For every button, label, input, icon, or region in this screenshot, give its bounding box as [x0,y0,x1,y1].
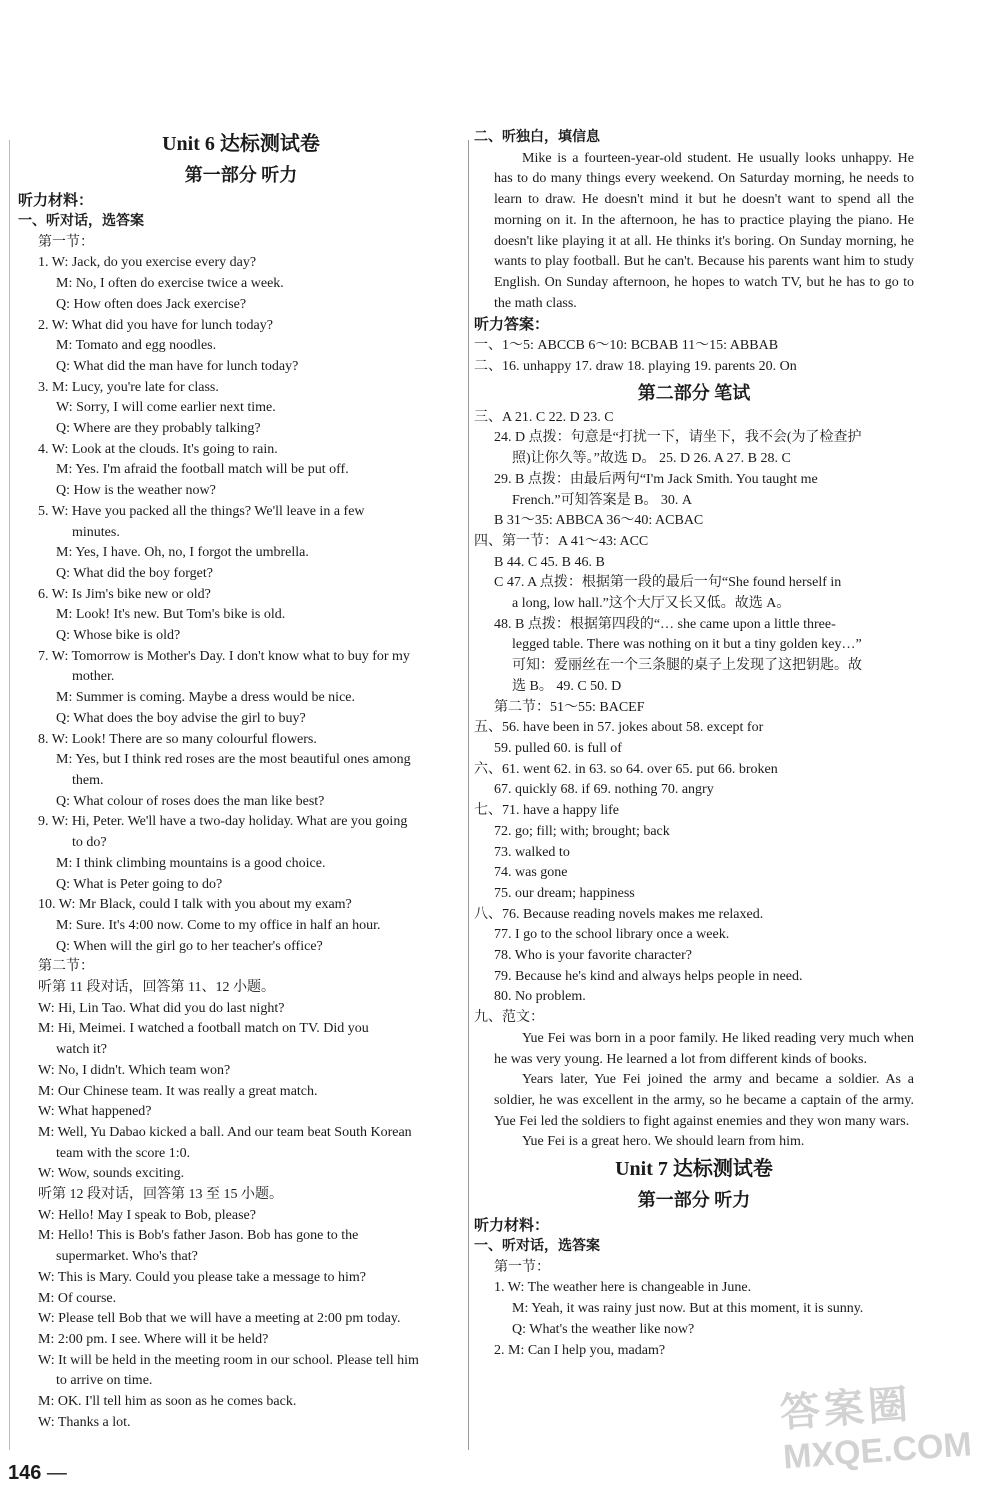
right-line: legged table. There was nothing on it but a tiny golden key…” [512,637,862,653]
left-line: to arrive on time. [56,1373,153,1389]
left-line: M: Hi, Meimei. I watched a football match on TV. Did you [38,1021,369,1037]
left-line: Unit 6 达标测试卷 [162,133,320,155]
right-line: 78. Who is your favorite character? [494,948,692,964]
left-line: W: What happened? [38,1104,152,1120]
left-line: Q: What does the boy advise the girl to buy? [56,710,306,726]
left-line: 7. W: Tomorrow is Mother's Day. I don't know what to buy for my [38,648,410,664]
right-line: 48. B 点拨：根据第四段的“… she came upon a little three- [494,616,836,632]
right-line: French.”可知答案是 B。 30. A [512,492,693,508]
right-line: 24. D 点拨：句意是“打扰一下，请坐下，我不会(为了检查护 [494,430,862,446]
left-line: 第一节： [38,234,94,250]
watermark-url: MXQE.COM [781,1425,974,1477]
left-line: 8. W: Look! There are so many colourful flowers. [38,731,317,747]
right-line: 72. go; fill; with; brought; back [494,823,670,839]
left-line: them. [72,772,104,788]
left-line: Q: What did the man have for lunch today? [56,358,299,374]
right-line: 九、范文： [474,1010,544,1026]
left-line: 第二节： [38,959,94,975]
page-number: 146 — [8,1462,67,1485]
right-line: 六、61. went 62. in 63. so 64. over 65. put 66. broken [474,761,778,777]
left-line: W: Sorry, I will come earlier next time. [56,400,276,416]
left-line: M: OK. I'll tell him as soon as he comes back. [38,1394,297,1410]
right-line: 四、第一节：A 41～43: ACC [474,533,649,549]
right-line: Q: What's the weather like now? [512,1321,695,1337]
right-line: 59. pulled 60. is full of [494,740,622,756]
right-column [474,128,914,1361]
left-line: M: Tomato and egg noodles. [56,338,217,354]
left-line: 第一部分 听力 [184,165,298,185]
left-line: 10. W: Mr Black, could I talk with you about my exam? [38,897,352,913]
right-line: 第一部分 听力 [637,1190,751,1211]
left-line: M: Of course. [38,1290,117,1306]
left-line: M: Yes, but I think red roses are the most beautiful ones among [56,752,411,768]
left-line: M: No, I often do exercise twice a week. [56,276,284,292]
right-line: 74. was gone [494,865,568,881]
left-line: 9. W: Hi, Peter. We'll have a two-day holiday. What are you going [38,814,408,830]
right-line: 第二部分 笔试 [637,382,751,403]
right-line: B 44. C 45. B 46. B [494,554,605,570]
left-line: 一、听对话，选答案 [18,214,144,229]
left-line: W: No, I didn't. Which team won? [38,1062,231,1078]
right-line: 75. our dream; happiness [494,885,635,901]
right-line: 77. I go to the school library once a week. [494,927,730,943]
left-line: to do? [72,835,107,851]
left-line: W: Wow, sounds exciting. [38,1166,185,1182]
left-line: 听第 11 段对话，回答第 11、12 小题。 [38,980,275,996]
left-line: M: Well, Yu Dabao kicked a ball. And our team beat South Korean [38,1124,412,1140]
column-divider [468,140,469,1450]
right-line: 79. Because he's kind and always helps people in need. [494,968,803,984]
right-line: Mike is a fourteen-year-old student. He usually looks unhappy. He has to do many things every weekend. On Saturday morning, he needs to learn to draw. He doesn't mind it but he doesn't want to spend all the morning on it. In the afternoon, he has to practice playing the piano. He doesn't like playing it at all. He thinks it's boring. On Sunday morning, he wants to play football. But he can't. Because his parents want him to study English. On Sunday afternoon, he hopes to watch TV, but he has to go to the math class. [494,150,914,311]
right-line: 照)让你久等。”故选 D。 25. D 26. A 27. B 28. C [512,451,791,467]
left-line: W: This is Mary. Could you please take a message to him? [38,1269,367,1285]
left-line: W: Please tell Bob that we will have a meeting at 2:00 pm today. [38,1311,401,1327]
right-line: 七、71. have a happy life [474,803,620,819]
left-line: Q: How often does Jack exercise? [56,296,247,312]
left-line: M: Yes, I have. Oh, no, I forgot the umbrella. [56,545,309,561]
right-line: 八、76. Because reading novels makes me relaxed. [474,906,764,922]
left-line: supermarket. Who's that? [56,1249,198,1265]
left-line: 4. W: Look at the clouds. It's going to rain. [38,441,278,457]
left-line: M: Hello! This is Bob's father Jason. Bob has gone to the [38,1228,359,1244]
left-line: Q: What colour of roses does the man like best? [56,793,325,809]
left-line: 5. W: Have you packed all the things? We'll leave in a few [38,503,365,519]
left-line: M: Look! It's new. But Tom's bike is old. [56,607,286,623]
right-line: Years later, Yue Fei joined the army and became a soldier. As a soldier, he was excellent in the army, so he became a captain of the army. Yue Fei led the soldiers to fight against enemies and they won many wars. [494,1072,914,1129]
right-line: 选 B。 49. C 50. D [512,678,622,694]
right-line: Yue Fei was born in a poor family. He liked reading very much when he was very young. He learned a lot from different kinds of books. [494,1030,914,1067]
left-line: M: Yes. I'm afraid the football match will be put off. [56,462,349,478]
right-line: 可知：爱丽丝在一个三条腿的桌子上发现了这把钥匙。故 [512,658,862,674]
left-line: watch it? [56,1042,107,1058]
left-line: M: Our Chinese team. It was really a great match. [38,1083,318,1099]
left-line: W: It will be held in the meeting room in our school. Please tell him [38,1352,419,1368]
left-line: Q: How is the weather now? [56,483,216,499]
left-line: 2. W: What did you have for lunch today? [38,317,273,333]
right-line: Unit 7 达标测试卷 [615,1158,773,1181]
right-line: a long, low hall.”这个大厅又长又低。故选 A。 [512,596,791,612]
right-line: 73. walked to [494,844,570,860]
watermark-text: 答案圈 [778,1382,914,1436]
left-line: team with the score 1:0. [56,1145,191,1161]
left-line: mother. [72,669,115,685]
right-line: 听力材料： [474,1218,550,1235]
right-line: 1. W: The weather here is changeable in June. [494,1280,752,1296]
right-line: M: Yeah, it was rainy just now. But at this moment, it is sunny. [512,1301,864,1317]
right-line: 二、听独白，填信息 [474,130,600,145]
right-line: 67. quickly 68. if 69. nothing 70. angry [494,782,714,798]
left-line: 3. M: Lucy, you're late for class. [38,379,219,395]
right-line: 2. M: Can I help you, madam? [494,1342,666,1358]
right-line: B 31～35: ABBCA 36～40: ACBAC [494,513,704,529]
right-line: 一、听对话，选答案 [474,1239,600,1255]
left-line: M: 2:00 pm. I see. Where will it be held? [38,1331,269,1347]
left-line: M: Summer is coming. Maybe a dress would be nice. [56,690,356,706]
left-line: 听第 12 段对话，回答第 13 至 15 小题。 [38,1187,283,1203]
left-line: Q: What is Peter going to do? [56,876,223,892]
left-line: Q: What did the boy forget? [56,565,213,581]
watermark-logo [778,1369,973,1478]
right-line: 80. No problem. [494,989,586,1005]
right-line: 一、1～5: ABCCB 6～10: BCBAB 11～15: ABBAB [474,338,779,354]
left-line: Q: Whose bike is old? [56,628,181,644]
left-line: W: Hi, Lin Tao. What did you do last night? [38,1000,285,1016]
left-line: 6. W: Is Jim's bike new or old? [38,586,211,602]
right-line: 29. B 点拨：由最后两句“I'm Jack Smith. You taught me [494,471,818,487]
left-line: W: Thanks a lot. [38,1414,131,1430]
right-line: 第一节： [494,1259,550,1275]
left-line: M: Sure. It's 4:00 now. Come to my office in half an hour. [56,917,381,933]
right-line: 二、16. unhappy 17. draw 18. playing 19. parents 20. On [474,359,797,375]
right-line: 五、56. have been in 57. jokes about 58. except for [474,720,764,736]
left-line: 1. W: Jack, do you exercise every day? [38,255,257,271]
left-line: Q: Where are they probably talking? [56,421,261,437]
right-line: 三、A 21. C 22. D 23. C [474,409,614,425]
right-line: 第二节：51～55: BACEF [494,699,645,715]
right-line: C 47. A 点拨：根据第一段的最后一句“She found herself in [494,575,842,591]
right-line: 听力答案： [474,317,550,334]
left-line: W: Hello! May I speak to Bob, please? [38,1207,256,1223]
left-line: 听力材料： [18,193,94,209]
left-line: Q: When will the girl go to her teacher's office? [56,938,323,954]
page-edge-line [9,140,10,1450]
left-line: M: I think climbing mountains is a good choice. [56,855,326,871]
left-line: minutes. [72,524,120,540]
right-line: Yue Fei is a great hero. We should learn from him. [522,1134,805,1150]
left-column [18,128,464,1433]
